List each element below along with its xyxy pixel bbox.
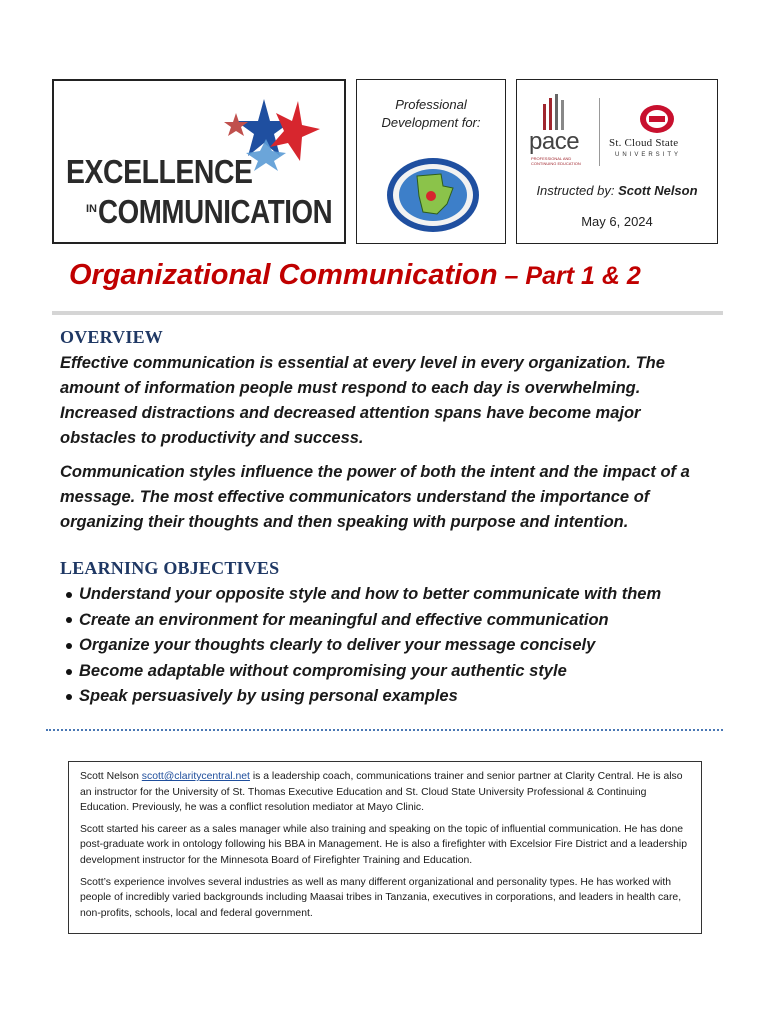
learning-objectives-heading: LEARNING OBJECTIVES: [60, 558, 280, 578]
logo-communication-text: COMMUNICATION: [98, 193, 333, 230]
minnesota-seal-icon: [381, 156, 485, 234]
instructor-name: Scott Nelson: [618, 183, 698, 198]
bullet-icon: [66, 592, 72, 598]
bio-box: [68, 761, 702, 934]
overview-heading: OVERVIEW: [60, 327, 163, 347]
list-item: Become adaptable without compromising your authentic style: [66, 659, 726, 685]
list-item: Speak persuasively by using personal examples: [66, 684, 726, 710]
logo-in-text: IN: [86, 203, 97, 215]
pace-logo-text: pace: [529, 128, 580, 155]
bullet-icon: [66, 694, 72, 700]
scsu-husky-icon: [639, 104, 675, 134]
instructed-by-line: Instructed by: Scott Nelson: [536, 183, 698, 198]
bullet-icon: [66, 643, 72, 649]
excellence-logo-box: [52, 79, 346, 244]
title-part: – Part 1 & 2: [497, 262, 641, 290]
logo-excellence-text: EXCELLENCE: [66, 153, 253, 190]
professional-development-label: Professional Development for:: [381, 97, 481, 130]
page-title: [69, 259, 641, 292]
objectives-list: [66, 582, 726, 710]
overview-paragraph-1: Effective communication is essential at every level in every organization. The amount of information people must respond to each day is overwhelming. Increased distractions and decreased attention spans have become major obstacles to productivity and success.: [60, 354, 665, 447]
small-star-icon: [224, 113, 248, 136]
logo-divider: [599, 98, 600, 166]
bullet-icon: [66, 669, 72, 675]
scsu-logo-subtext: UNIVERSITY: [615, 152, 682, 158]
pace-logo-subtext: PROFESSIONAL AND CONTINUING EDUCATION: [531, 156, 581, 166]
email-link[interactable]: scott@claritycentral.net: [141, 771, 250, 782]
scsu-logo-text: St. Cloud State: [609, 137, 679, 149]
instructor-box: [516, 79, 718, 244]
bullet-icon: [66, 617, 72, 623]
list-item: Create an environment for meaningful and effective communication: [66, 608, 726, 634]
professional-development-box: [356, 79, 506, 244]
title-main: Organizational Communication: [69, 259, 498, 291]
list-item: Understand your opposite style and how to better communicate with them: [66, 582, 726, 608]
bio-paragraph-3: Scott’s experience involves several industries as well as many different organizational and personality types. He has worked with people of incredibly varied backgrounds including Maasai tribes in Tanzania, executives in corporations, and leaders in health care, non-profits, schools, local and federal government.: [80, 876, 682, 919]
overview-paragraph-2: Communication styles influence the power of both the intent and the impact of a message. The most effective communicators understand the importance of organizing their thoughts and then speaking with purpose and intention.: [60, 463, 690, 531]
list-item: Organize your thoughts clearly to deliver your message concisely: [66, 633, 726, 659]
pace-pillars-icon: [541, 94, 571, 130]
bio-paragraph-2: Scott started his career as a sales manager while also training and speaking on the topic of influential communication. He has done post-graduate work in ontology following his BBA in Management. He is also a firefighter with Excelsior Fire District and a leadership development instructor for the Minnesota Board of Firefighter Training and Education.: [80, 823, 687, 866]
title-divider: [52, 311, 723, 315]
dotted-divider: [46, 729, 723, 731]
session-date: May 6, 2024: [581, 214, 653, 229]
bio-paragraph-1: Scott Nelson scott@claritycentral.net is a leadership coach, communications trainer and senior partner at Clarity Central. He is also an instructor for the University of St. Thomas Executive Education and St. Cloud State University Professional & Continuing Education. Previously, he was a conflict resolution mediator at Mayo Clinic.: [80, 771, 683, 814]
